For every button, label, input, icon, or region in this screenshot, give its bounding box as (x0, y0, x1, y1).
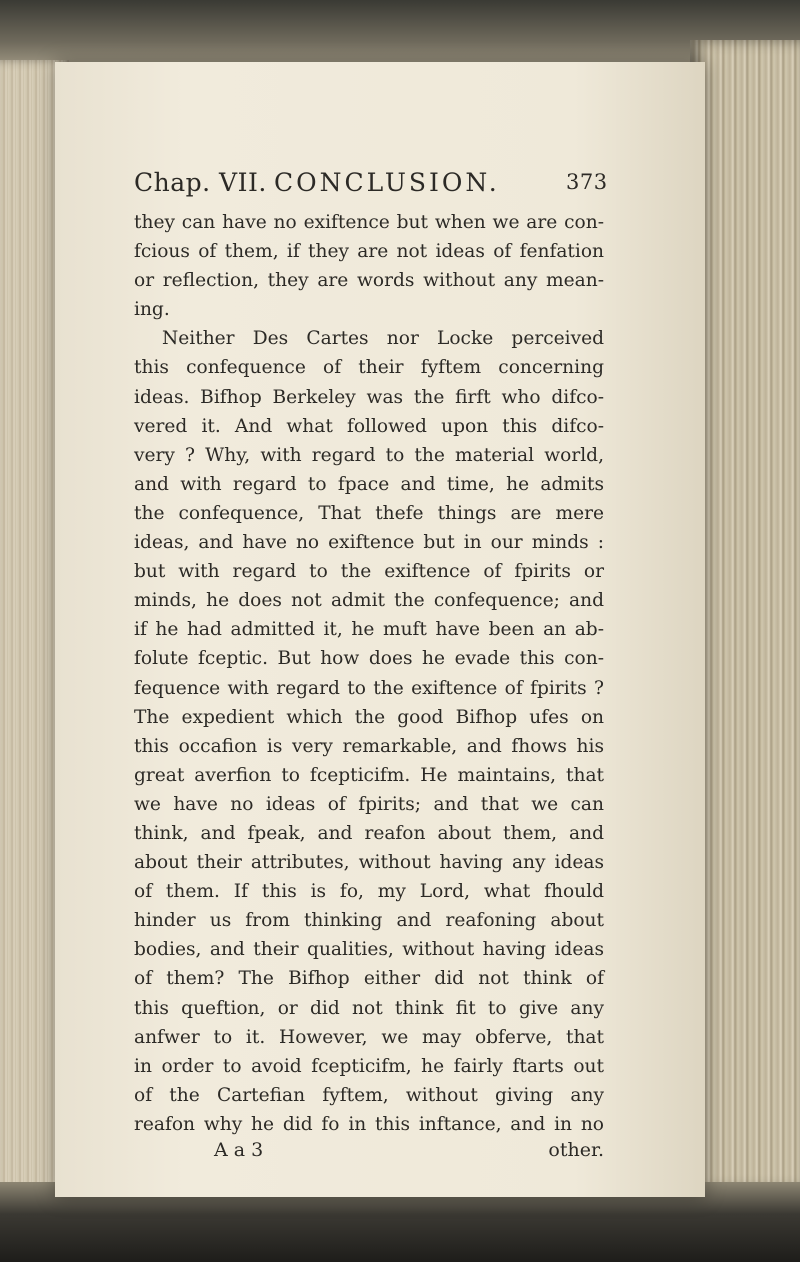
text-line: The expedient which the good Bifhop ufes on (134, 706, 604, 728)
text-line: think, and fpeak, and reafon about them, and (134, 822, 604, 844)
body-text (134, 208, 604, 1139)
text-line: of the Cartefian fyftem, without giving any (134, 1084, 604, 1106)
text-line: ideas, and have no exiftence but in our minds : (134, 532, 604, 554)
text-line: very ? Why, with regard to the material world, (134, 444, 604, 466)
text-line: fequence with regard to the exiftence of fpirits ? (134, 677, 604, 699)
text-line: the confequence, That thefe things are mere (134, 502, 604, 524)
text-line: this confequence of their fyftem concerning (134, 357, 604, 379)
catchword: other. (548, 1139, 604, 1161)
page-text-block (134, 168, 608, 1169)
text-line: anfwer to it. However, we may obferve, that (134, 1026, 604, 1048)
chapter-title: CONCLUSION. (274, 168, 500, 197)
text-line: ing. (134, 299, 170, 321)
text-line: folute fceptic. But how does he evade this con- (134, 648, 604, 670)
text-line: bodies, and their qualities, without having ideas (134, 939, 604, 961)
text-line: they can have no exiftence but when we are con- (134, 212, 604, 233)
text-line: reafon why he did fo in this inftance, and in no (134, 1113, 604, 1135)
text-line: but with regard to the exiftence of fpirits or (134, 561, 604, 583)
text-line: of them? The Bifhop either did not think of (134, 968, 604, 990)
text-line: great averfion to fcepticifm. He maintains, that (134, 764, 604, 786)
text-line: about their attributes, without having any ideas (134, 852, 604, 874)
text-line: this occafion is very remarkable, and fhows his (134, 735, 604, 757)
page-footer (134, 1139, 604, 1169)
right-page-edges (690, 40, 800, 1190)
text-line: in order to avoid fcepticifm, he fairly ftarts out (134, 1055, 604, 1077)
text-line: and with regard to fpace and time, he admits (134, 473, 604, 495)
signature-mark: A a 3 (214, 1139, 264, 1161)
text-line: this queftion, or did not think fit to give any (134, 997, 604, 1019)
text-line: vered it. And what followed upon this difco- (134, 415, 604, 437)
text-line: hinder us from thinking and reafoning about (134, 910, 604, 932)
chapter-label: Chap. VII. (134, 168, 267, 197)
text-line: if he had admitted it, he muft have been an ab- (134, 619, 604, 641)
text-line: or reflection, they are words without any mean- (134, 270, 604, 292)
text-line: fcious of them, if they are not ideas of fenfation (134, 241, 604, 263)
text-line: Neither Des Cartes nor Locke perceived (162, 328, 604, 350)
text-line: minds, he does not admit the confequence; and (134, 590, 604, 612)
page-number: 373 (566, 170, 608, 194)
text-line: ideas. Bifhop Berkeley was the firft who difco- (134, 386, 604, 408)
top-shadow-band (0, 0, 800, 70)
running-header (134, 168, 608, 208)
text-line: of them. If this is fo, my Lord, what fhould (134, 881, 604, 903)
text-line: we have no ideas of fpirits; and that we can (134, 793, 604, 815)
